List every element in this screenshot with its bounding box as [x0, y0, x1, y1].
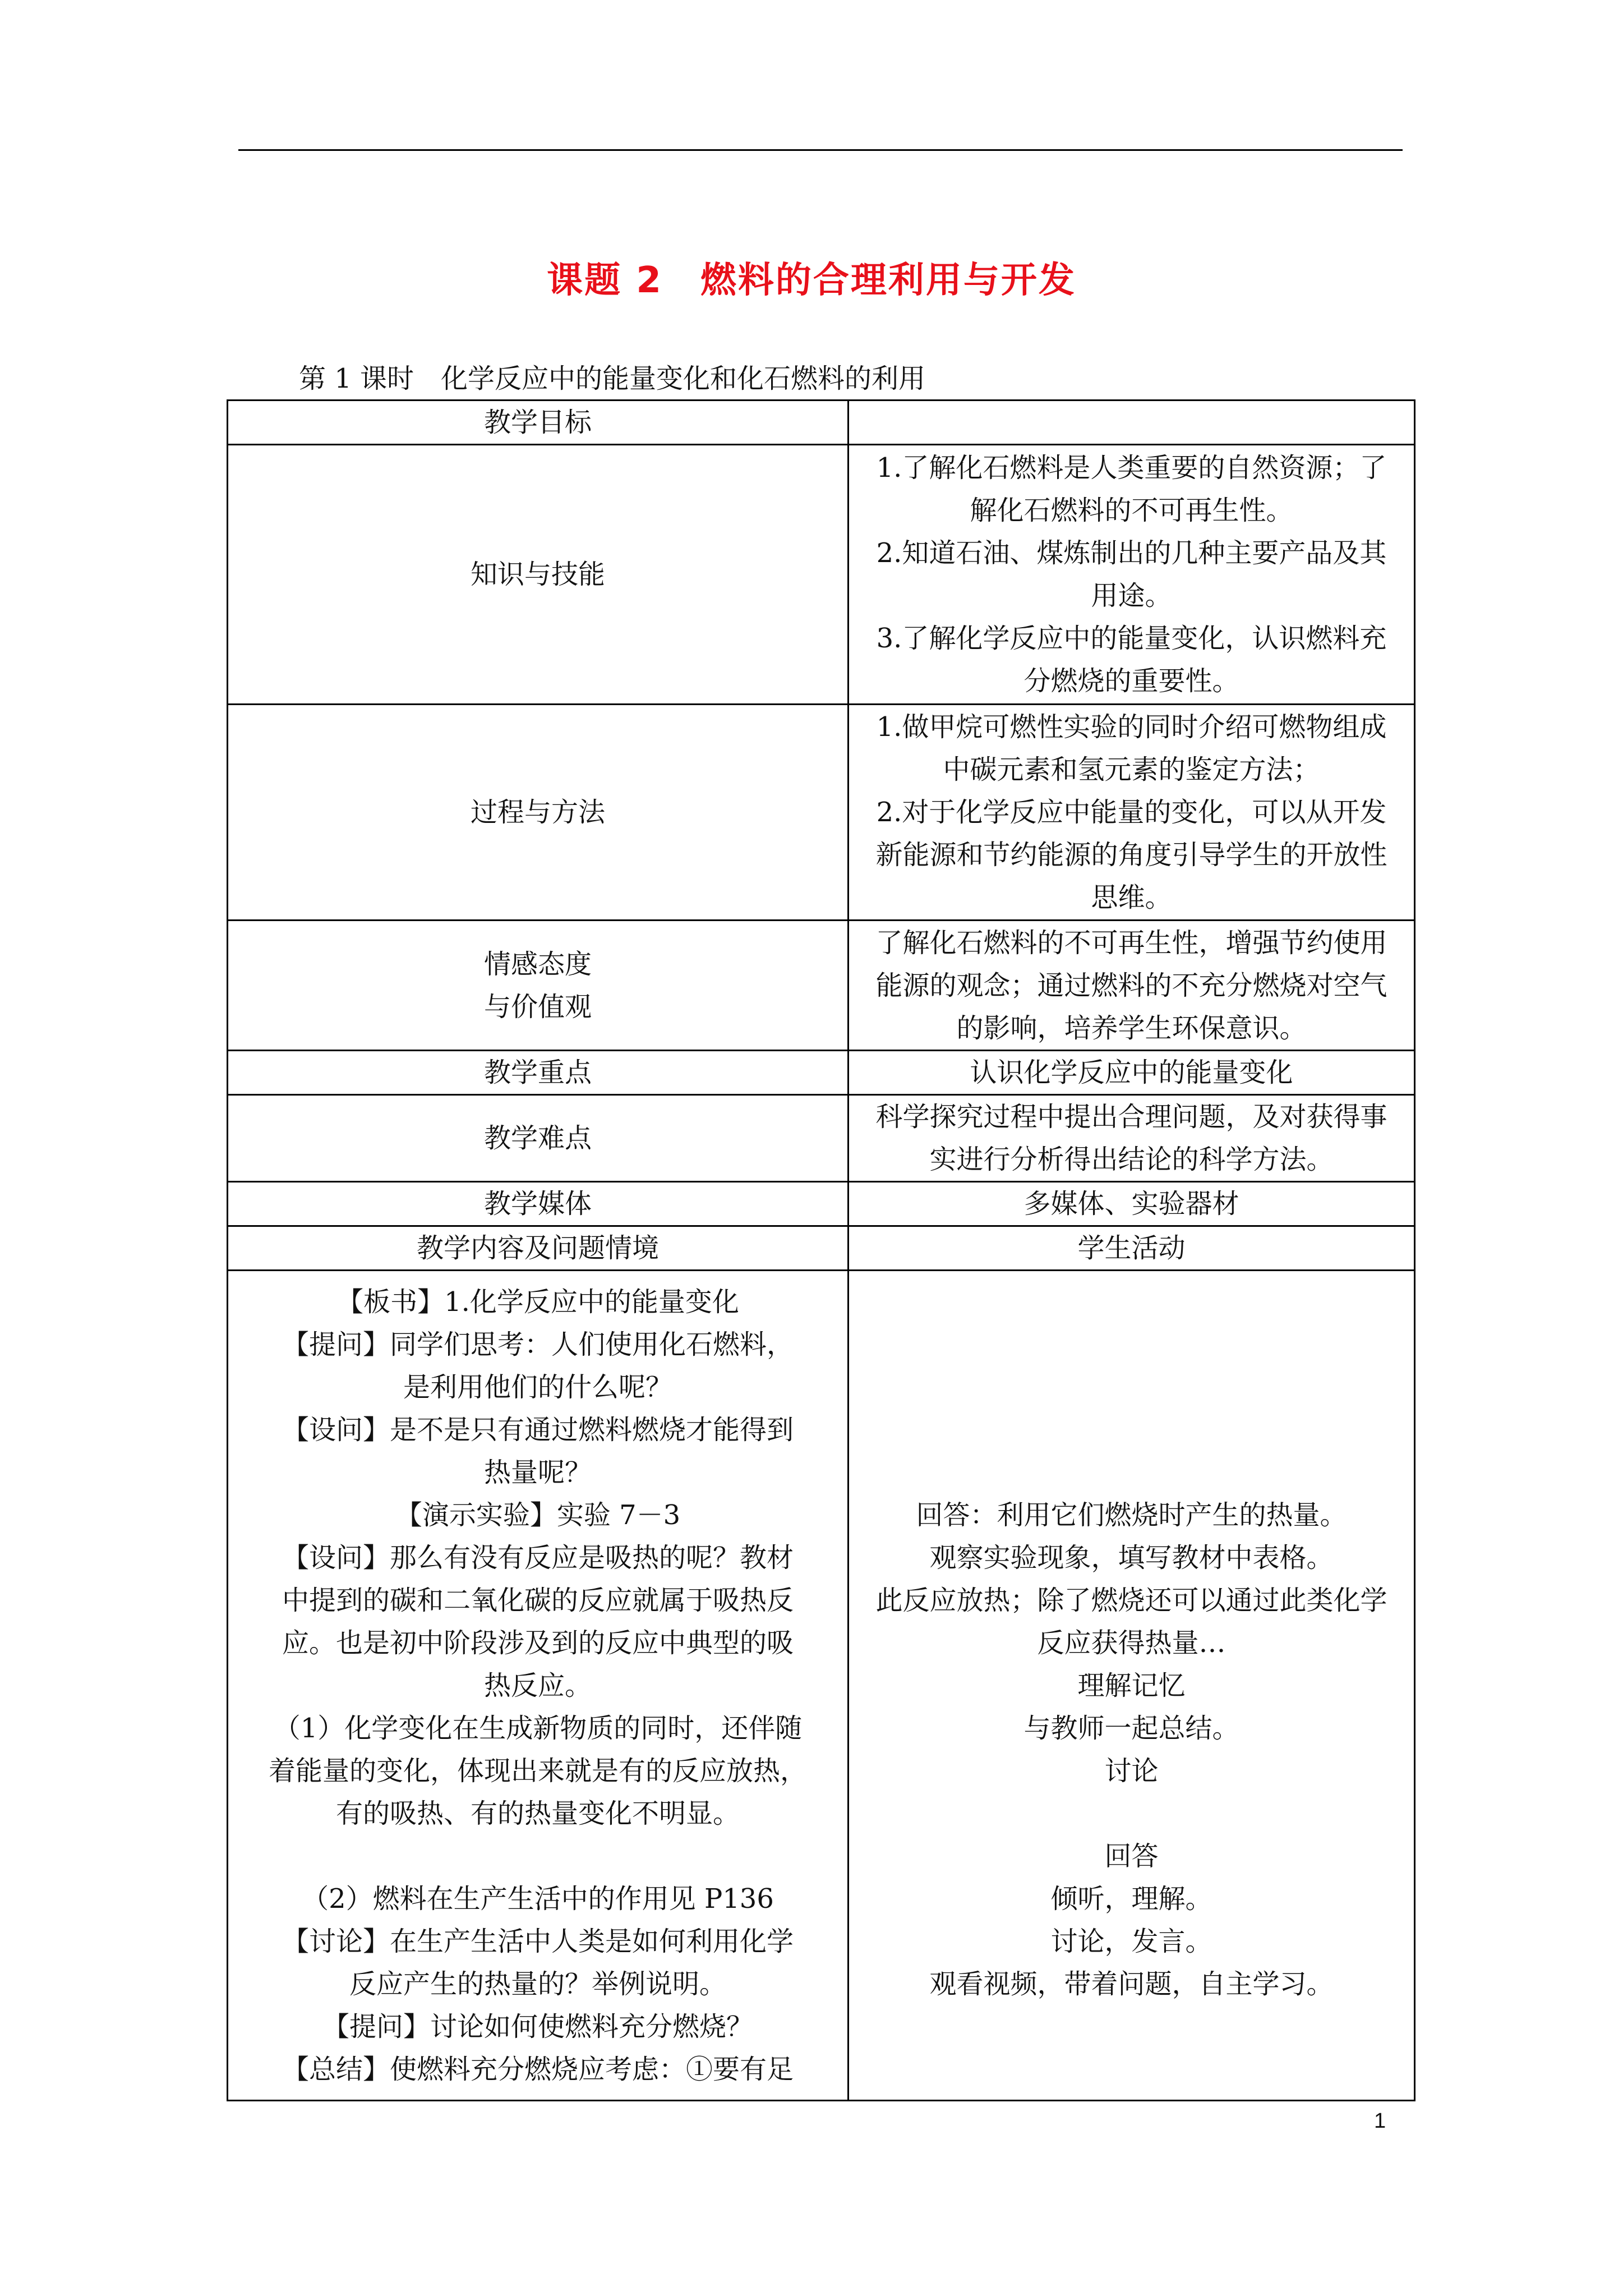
knowledge-line: 解化石燃料的不可再生性。 — [970, 495, 1293, 526]
activity-line: 观察实验现象，填写教材中表格。 — [929, 1542, 1334, 1573]
process-label: 过程与方法 — [228, 705, 849, 921]
key-point-row — [228, 1051, 1415, 1095]
activity-line: 讨论 — [1104, 1755, 1159, 1787]
difficulty-line: 实进行分析得出结论的科学方法。 — [929, 1144, 1334, 1175]
content-line: 有的吸热、有的热量变化不明显。 — [335, 1797, 740, 1829]
content-line: 【总结】使燃料充分燃烧应考虑：①要有足 — [282, 2053, 794, 2085]
media-row — [228, 1182, 1415, 1226]
activity-line: 观看视频，带着问题，自主学习。 — [929, 1968, 1334, 2000]
process-line: 中碳元素和氢元素的鉴定方法； — [943, 754, 1320, 785]
knowledge-line: 分燃烧的重要性。 — [1023, 665, 1239, 697]
activity-line — [861, 1409, 1401, 1451]
content-line: 反应产生的热量的？举例说明。 — [349, 1968, 726, 2000]
attitude-row — [228, 921, 1415, 1051]
content-line: 【板书】1.化学反应中的能量变化 — [336, 1286, 739, 1318]
attitude-line: 能源的观念；通过燃料的不充分燃烧对空气 — [875, 969, 1387, 1001]
teaching-content — [228, 1271, 849, 2101]
key-point-label: 教学重点 — [228, 1051, 849, 1095]
difficulty-label: 教学难点 — [228, 1095, 849, 1182]
difficulty-line: 科学探究过程中提出合理问题，及对获得事 — [875, 1101, 1387, 1133]
knowledge-line: 2.知道石油、煤炼制出的几种主要产品及其 — [876, 537, 1387, 569]
content-line: 【讨论】在生产生活中人类是如何利用化学 — [282, 1925, 794, 1957]
process-line: 2.对于化学反应中能量的变化，可以从开发 — [876, 797, 1387, 828]
content-line: 应。也是初中阶段涉及到的反应中典型的吸 — [282, 1627, 794, 1659]
content-line: 热反应。 — [483, 1669, 592, 1701]
activity-line: 反应获得热量… — [1037, 1627, 1226, 1659]
attitude-label — [228, 921, 849, 1051]
goals-value — [849, 401, 1415, 445]
knowledge-line: 1.了解化石燃料是人类重要的自然资源；了 — [876, 452, 1387, 484]
activity-line: 回答：利用它们燃烧时产生的热量。 — [916, 1499, 1347, 1531]
key-point-value: 认识化学反应中的能量变化 — [849, 1051, 1415, 1095]
content-line: 【设问】是不是只有通过燃料燃烧才能得到 — [282, 1414, 794, 1446]
attitude-content — [849, 921, 1415, 1051]
header-rule — [238, 149, 1403, 151]
process-line: 新能源和节约能源的角度引导学生的开放性 — [875, 839, 1387, 871]
page-title: 课题 2 燃料的合理利用与开发 — [547, 260, 1076, 301]
difficulty-row — [228, 1095, 1415, 1182]
attitude-label-line: 情感态度 — [483, 948, 592, 980]
content-line: （1）化学变化在生成新物质的同时，还伴随 — [273, 1712, 803, 1744]
activity-line: 理解记忆 — [1077, 1669, 1186, 1701]
attitude-line: 的影响，培养学生环保意识。 — [956, 1012, 1307, 1044]
content-line: 【提问】同学们思考：人们使用化石燃料， — [282, 1328, 794, 1360]
content-line: 中提到的碳和二氧化碳的反应就属于吸热反 — [282, 1584, 794, 1616]
content-header-row — [228, 1226, 1415, 1271]
activity-line: 此反应放热；除了燃烧还可以通过此类化学 — [875, 1584, 1387, 1616]
content-line: 【提问】讨论如何使燃料充分燃烧？ — [322, 2010, 753, 2042]
page-number: 1 — [1374, 2109, 1386, 2133]
process-line: 思维。 — [1091, 882, 1172, 913]
process-row — [228, 705, 1415, 921]
content-row — [228, 1271, 1415, 2101]
activity-line: 倾听，理解。 — [1050, 1883, 1212, 1915]
content-line: 着能量的变化，体现出来就是有的反应放热， — [268, 1755, 807, 1787]
lesson-subtitle: 第 1 课时 化学反应中的能量变化和化石燃料的利用 — [299, 363, 926, 394]
activity-line — [861, 1792, 1401, 1835]
content-header-label: 教学内容及问题情境 — [228, 1226, 849, 1271]
goals-label: 教学目标 — [228, 401, 849, 445]
activity-line — [861, 1366, 1401, 1409]
activity-line: 讨论，发言。 — [1050, 1925, 1212, 1957]
student-activities — [849, 1271, 1415, 2101]
activity-line: 与教师一起总结。 — [1023, 1712, 1239, 1744]
content-line: 热量呢？ — [483, 1456, 592, 1488]
difficulty-content — [849, 1095, 1415, 1182]
knowledge-label: 知识与技能 — [228, 445, 849, 705]
content-line — [241, 1835, 835, 1878]
activity-line: 回答 — [1104, 1840, 1159, 1872]
media-value: 多媒体、实验器材 — [849, 1182, 1415, 1226]
lesson-plan-table — [227, 399, 1415, 2101]
goals-row — [228, 401, 1415, 445]
knowledge-content — [849, 445, 1415, 705]
process-content — [849, 705, 1415, 921]
content-line: 【演示实验】实验 7－3 — [395, 1499, 681, 1531]
activity-header-label: 学生活动 — [849, 1226, 1415, 1271]
content-line: 【设问】那么有没有反应是吸热的呢？教材 — [282, 1542, 794, 1573]
content-line: （2）燃料在生产生活中的作用见 P136 — [302, 1883, 774, 1915]
attitude-line: 了解化石燃料的不可再生性，增强节约使用 — [875, 927, 1387, 959]
content-line: 是利用他们的什么呢？ — [403, 1371, 672, 1403]
process-line: 1.做甲烷可燃性实验的同时介绍可燃物组成 — [876, 711, 1387, 743]
knowledge-line: 用途。 — [1091, 580, 1172, 611]
media-label: 教学媒体 — [228, 1182, 849, 1226]
knowledge-line: 3.了解化学反应中的能量变化，认识燃料充 — [876, 623, 1387, 654]
attitude-label-line: 与价值观 — [483, 991, 592, 1023]
activity-line — [861, 1451, 1401, 1494]
knowledge-row — [228, 445, 1415, 705]
